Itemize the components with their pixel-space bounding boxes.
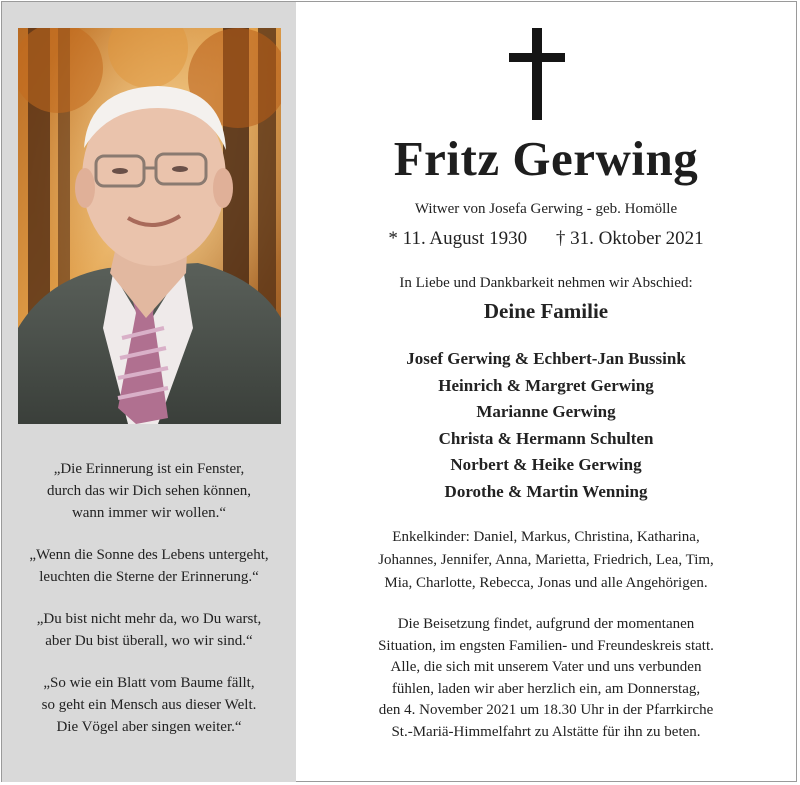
family-members [296,346,796,506]
grandchildren-line: Johannes, Jennifer, Anna, Marietta, Friedrich, Lea, Tim, [378,552,714,568]
quote-line: aber Du bist überall, wo wir sind.“ [45,633,253,649]
quote-line: durch das wir Dich sehen können, [46,483,252,499]
farewell-line: In Liebe und Dankbarkeit nehmen wir Abschied: [399,275,693,291]
quote-1 [2,458,296,524]
family-member: Marianne Gerwing [476,402,616,422]
family-member: Christa & Hermann Schulten [438,428,654,448]
quote-line: wann immer wir wollen.“ [71,505,227,521]
burial-line: St.-Mariä-Himmelfahrt zu Alstätte für ihn zu beten. [391,723,701,740]
grandchildren-text [296,526,796,595]
life-dates [296,228,796,250]
quote-line: Die Vögel aber singen weiter.“ [56,719,242,735]
quote-line: „Die Erinnerung ist ein Fenster, [53,461,245,477]
burial-notice [296,614,796,743]
burial-line: den 4. November 2021 um 18.30 Uhr in der Pfarrkirche [378,702,714,718]
family-title: Deine Familie [483,299,609,323]
grandchildren-line: Enkelkinder: Daniel, Markus, Christina, Katharina, [392,529,700,545]
burial-line: Situation, im engsten Familien- und Freundeskreis statt. [378,637,714,654]
quote-2 [2,544,296,588]
family-member: Josef Gerwing & Echbert-Jan Bussink [406,349,686,368]
notice-main [296,2,796,782]
latin-cross-icon [509,28,565,120]
death-date: † 31. Oktober 2021 [555,228,704,249]
quote-line: „Wenn die Sonne des Lebens untergeht, [29,547,269,563]
grandchildren-line: Mia, Charlotte, Rebecca, Jonas und alle Angehörigen. [384,575,708,591]
quote-line: „So wie ein Blatt vom Baume fällt, [43,675,255,691]
family-member: Dorothe & Martin Wenning [444,481,648,501]
burial-line: fühlen, laden wir aber herzlich ein, am Donnerstag, [391,680,701,697]
quote-line: „Du bist nicht mehr da, wo Du warst, [36,611,262,627]
quote-3 [2,608,296,652]
burial-line: Die Beisetzung findet, aufgrund der momentanen [397,616,695,632]
quote-line: so geht ein Mensch aus dieser Welt. [41,697,257,713]
family-member: Heinrich & Margret Gerwing [438,375,654,395]
family-member: Norbert & Heike Gerwing [450,455,642,475]
burial-line: Alle, die sich mit unserem Vater und uns verbunden [390,659,702,675]
quote-4 [2,672,296,738]
birth-date: * 11. August 1930 [388,228,528,249]
portrait-photo [18,28,281,424]
deceased-name: Fritz Gerwing [393,131,699,186]
portrait-illustration [18,28,281,424]
quotes-section [2,458,296,758]
quote-line: leuchten die Sterne der Erinnerung.“ [39,569,259,585]
widow-line: Witwer von Josefa Gerwing - geb. Homölle [414,201,678,217]
